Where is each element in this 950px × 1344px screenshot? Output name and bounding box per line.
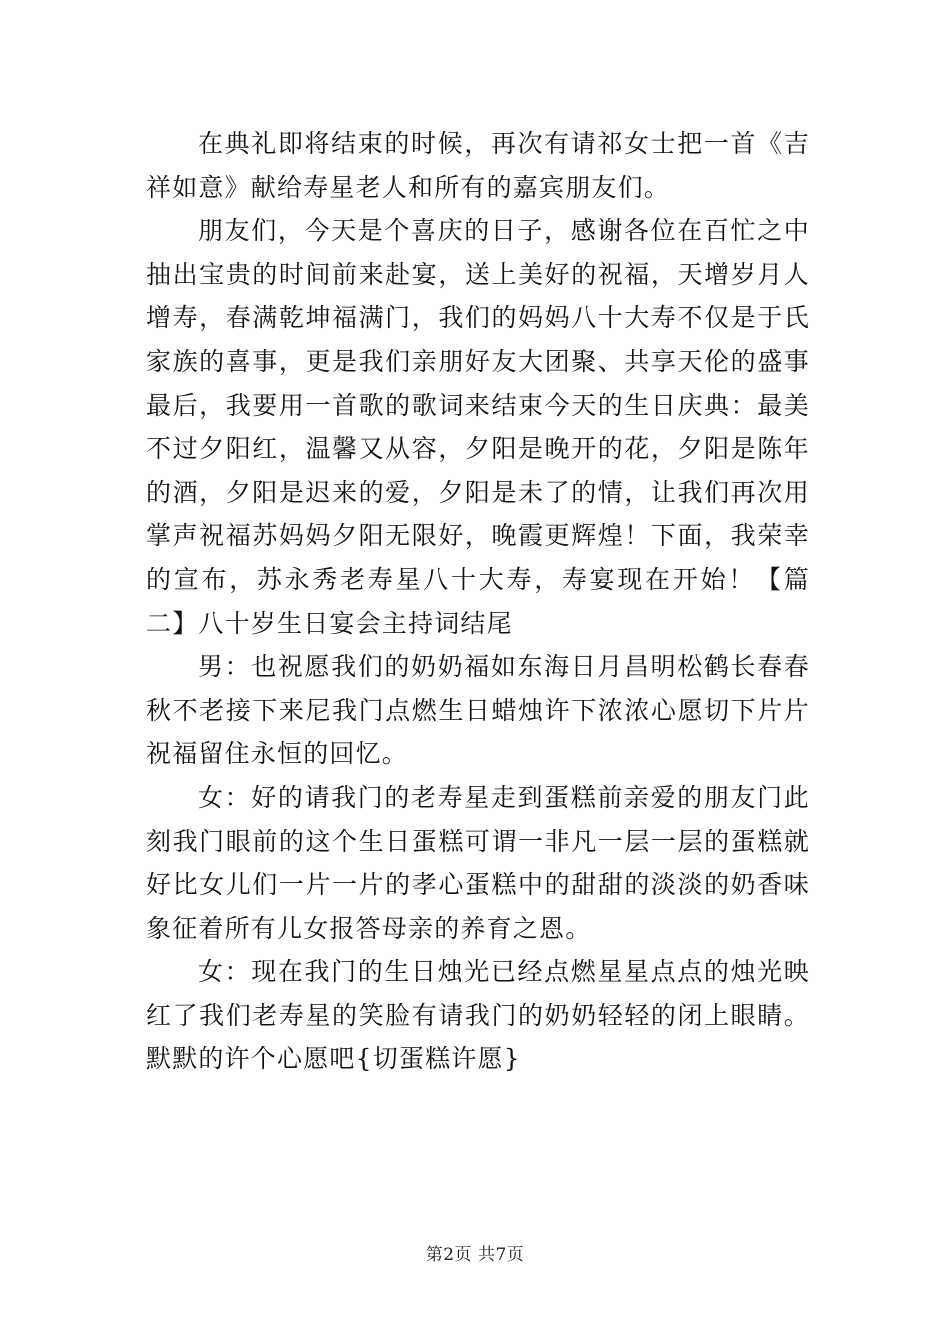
page-number-footer: 第2页 共7页 [425,1245,525,1265]
paragraph-2: 朋友们，今天是个喜庆的日子，感谢各位在百忙之中抽出宝贵的时间前来赴宴，送上美好的祝福，天增岁月人增寿，春满乾坤福满门，我们的妈妈八十大寿不仅是于氏家族的喜事，更是我们亲朋好友大团聚、共享天伦的盛事最后，我要用一首歌的歌词来结束今天的生日庆典：最美不过夕阳红，温馨又从容，夕阳是晚开的花，夕阳是陈年的酒，夕阳是迟来的爱，夕阳是未了的情，让我们再次用掌声祝福苏妈妈夕阳无限好，晚霞更辉煌！下面，我荣幸的宣布，苏永秀老寿星八十大寿，寿宴现在开始！【篇二】八十岁生日宴会主持词结尾 [146,216,810,638]
document-body [146,122,810,1081]
paragraph-3: 男：也祝愿我们的奶奶福如东海日月昌明松鹤长春春秋不老接下来尼我门点燃生日蜡烛许下浓浓心愿切下片片祝福留住永恒的回忆。 [146,652,810,769]
paragraph-1: 在典礼即将结束的时候，再次有请祁女士把一首《吉祥如意》献给寿星老人和所有的嘉宾朋友们。 [146,129,810,202]
paragraph-4: 女：好的请我门的老寿星走到蛋糕前亲爱的朋友门此刻我门眼前的这个生日蛋糕可谓一非凡一层一层的蛋糕就好比女儿们一片一片的孝心蛋糕中的甜甜的淡淡的奶香味象征着所有儿女报答母亲的养育之恩。 [146,782,810,943]
paragraph-5: 女：现在我门的生日烛光已经点燃星星点点的烛光映红了我们老寿星的笑脸有请我门的奶奶轻轻的闭上眼睛。默默的许个心愿吧{切蛋糕许愿} [146,957,810,1074]
